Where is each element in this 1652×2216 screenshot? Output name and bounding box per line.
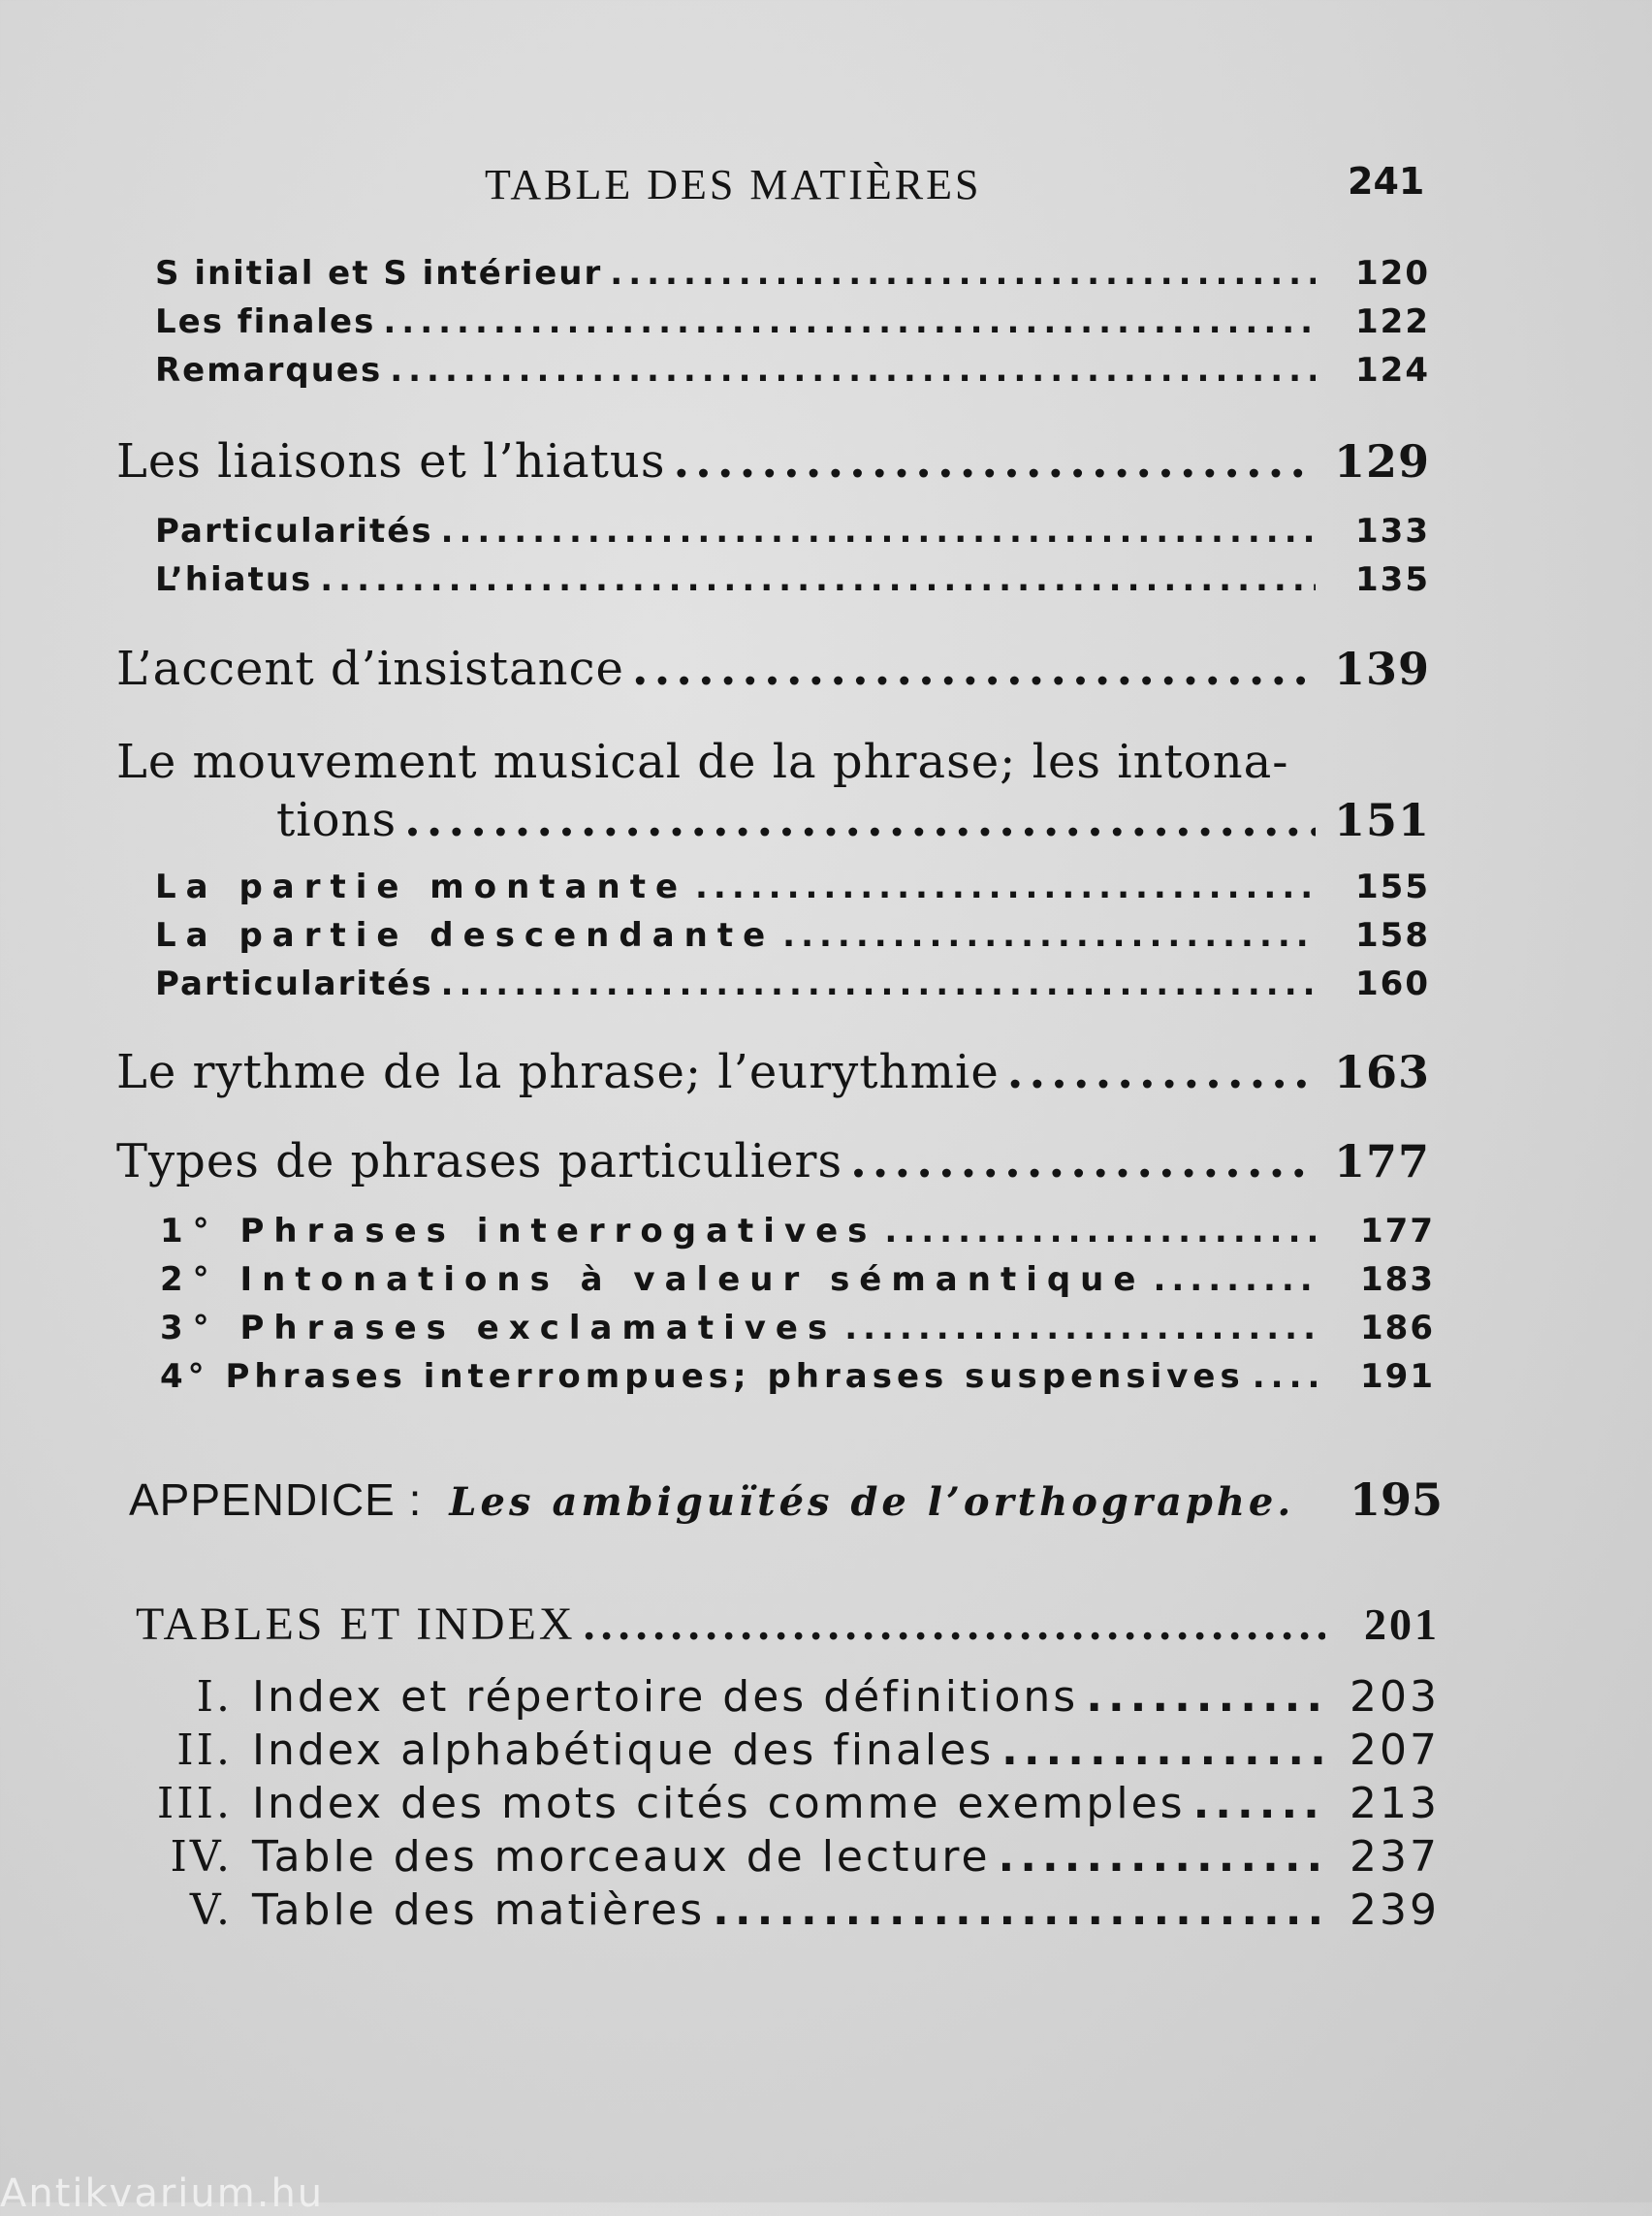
dot-leader bbox=[1153, 1260, 1320, 1299]
toc-section bbox=[116, 735, 1430, 789]
toc-entry-page: 183 bbox=[1360, 1260, 1435, 1299]
index-entry-label: Table des morceaux de lecture bbox=[252, 1832, 991, 1882]
toc-section-label: Le mouvement musical de la phrase; les intona- bbox=[116, 735, 1289, 789]
toc-entry-page: 186 bbox=[1360, 1309, 1435, 1347]
index-entry-page: 207 bbox=[1350, 1725, 1440, 1775]
toc-entry bbox=[155, 916, 1430, 955]
toc-entry-page: 124 bbox=[1355, 351, 1430, 390]
toc-entry-page: 177 bbox=[1360, 1212, 1435, 1250]
dot-leader bbox=[383, 302, 1316, 341]
toc-section-label: TABLES ET INDEX bbox=[136, 1599, 576, 1650]
dot-leader bbox=[884, 1212, 1320, 1250]
toc-entry-label: Remarques bbox=[155, 351, 383, 390]
dot-leader bbox=[441, 512, 1316, 551]
toc-entry bbox=[160, 1212, 1435, 1250]
index-entry-label: Index et répertoire des définitions bbox=[252, 1672, 1079, 1722]
toc-entry-label: La partie montante bbox=[155, 868, 688, 906]
toc-section-page: 163 bbox=[1333, 1046, 1430, 1098]
toc-entry-label: 2° Intonations à valeur sémantique bbox=[160, 1260, 1146, 1299]
toc-entry-label: 3° Phrases exclamatives bbox=[160, 1309, 838, 1347]
toc-section-page: 129 bbox=[1333, 435, 1430, 488]
index-entry-label: Table des matières bbox=[252, 1885, 706, 1935]
toc-entry bbox=[155, 868, 1430, 906]
dot-leader bbox=[320, 560, 1316, 599]
toc-entry bbox=[155, 512, 1430, 551]
dot-leader bbox=[1193, 1779, 1325, 1828]
dot-leader bbox=[1001, 1725, 1325, 1775]
toc-section bbox=[136, 1598, 1440, 1651]
appendix-page: 195 bbox=[1349, 1473, 1443, 1526]
toc-section bbox=[116, 1134, 1430, 1188]
index-entry-page: 203 bbox=[1350, 1672, 1440, 1722]
toc-entry bbox=[160, 1357, 1435, 1396]
toc-entry bbox=[160, 1309, 1435, 1347]
toc-entry bbox=[155, 351, 1430, 390]
dot-leader bbox=[584, 1598, 1325, 1651]
toc-section-page: 151 bbox=[1333, 794, 1430, 846]
dot-leader bbox=[632, 642, 1316, 696]
toc-entry bbox=[155, 302, 1430, 341]
page-title: TABLE DES MATIÈRES bbox=[485, 161, 982, 208]
toc-section-label: Types de phrases particuliers bbox=[116, 1134, 843, 1188]
toc-entry-label: 1° Phrases interrogatives bbox=[160, 1212, 877, 1250]
roman-numeral: IV. bbox=[170, 1832, 233, 1882]
dot-leader bbox=[610, 254, 1316, 293]
running-header bbox=[0, 160, 1652, 218]
dot-leader bbox=[1007, 1045, 1316, 1099]
appendix-heading: APPENDICE : bbox=[129, 1474, 423, 1525]
appendix-entry bbox=[129, 1473, 1443, 1526]
toc-entry-page: 120 bbox=[1355, 254, 1430, 293]
roman-numeral: III. bbox=[156, 1779, 233, 1828]
toc-section-page: 177 bbox=[1333, 1135, 1430, 1187]
watermark: Antikvarium.hu bbox=[0, 2171, 325, 2216]
toc-section-page: 201 bbox=[1364, 1599, 1440, 1649]
roman-numeral: II. bbox=[176, 1725, 233, 1775]
toc-entry-label: Particularités bbox=[155, 965, 433, 1003]
toc-entry-page: 133 bbox=[1355, 512, 1430, 551]
toc-entry-page: 122 bbox=[1355, 302, 1430, 341]
dot-leader bbox=[1086, 1672, 1325, 1722]
toc-entry-page: 191 bbox=[1360, 1357, 1435, 1396]
index-entry bbox=[136, 1672, 1440, 1722]
toc-entry-label: 4° Phrases interrompues; phrases suspensives bbox=[160, 1357, 1245, 1396]
toc-section bbox=[116, 1045, 1430, 1099]
toc-entry-label: Particularités bbox=[155, 512, 433, 551]
roman-numeral: V. bbox=[189, 1885, 233, 1935]
index-entry-page: 213 bbox=[1350, 1779, 1440, 1828]
page-number: 241 bbox=[1348, 160, 1425, 203]
toc-entry-label: La partie descendante bbox=[155, 916, 776, 955]
index-entry-page: 239 bbox=[1350, 1885, 1440, 1935]
toc-section-continuation bbox=[276, 793, 1430, 847]
toc-entry-page: 160 bbox=[1355, 965, 1430, 1003]
index-entry bbox=[136, 1832, 1440, 1882]
dot-leader bbox=[441, 965, 1316, 1003]
toc-entry bbox=[155, 254, 1430, 293]
roman-numeral: I. bbox=[196, 1672, 233, 1722]
index-entry bbox=[136, 1779, 1440, 1828]
toc-section bbox=[116, 642, 1430, 696]
toc-entry bbox=[160, 1260, 1435, 1299]
dot-leader bbox=[844, 1309, 1320, 1347]
dot-leader bbox=[1253, 1357, 1320, 1396]
toc-section-label: Les liaisons et l’hiatus bbox=[116, 434, 666, 489]
dot-leader bbox=[673, 434, 1316, 489]
dot-leader bbox=[782, 916, 1316, 955]
index-entry bbox=[136, 1885, 1440, 1935]
toc-section bbox=[116, 434, 1430, 489]
toc-entry-label: L’hiatus bbox=[155, 560, 313, 599]
toc-section-page: 139 bbox=[1333, 643, 1430, 695]
dot-leader bbox=[850, 1134, 1316, 1188]
toc-section-label: L’accent d’insistance bbox=[116, 642, 624, 696]
toc-entry bbox=[155, 560, 1430, 599]
index-entry-label: Index alphabétique des finales bbox=[252, 1725, 995, 1775]
toc-section-label: Le rythme de la phrase; l’eurythmie bbox=[116, 1045, 1000, 1099]
toc-section-label: tions bbox=[276, 793, 397, 847]
toc-entry-page: 155 bbox=[1355, 868, 1430, 906]
toc-entry-label: Les finales bbox=[155, 302, 376, 341]
dot-leader bbox=[390, 351, 1316, 390]
appendix-title: Les ambiguïtés de l’orthographe. bbox=[449, 1479, 1295, 1525]
index-entry bbox=[136, 1725, 1440, 1775]
index-entry-page: 237 bbox=[1350, 1832, 1440, 1882]
toc-entry bbox=[155, 965, 1430, 1003]
toc-entry-page: 135 bbox=[1355, 560, 1430, 599]
toc-entry-label: S initial et S intérieur bbox=[155, 254, 603, 293]
index-entry-label: Index des mots cités comme exemples bbox=[252, 1779, 1186, 1828]
dot-leader bbox=[713, 1885, 1325, 1935]
dot-leader bbox=[999, 1832, 1325, 1882]
dot-leader bbox=[695, 868, 1316, 906]
toc-entry-page: 158 bbox=[1355, 916, 1430, 955]
dot-leader bbox=[404, 793, 1316, 847]
